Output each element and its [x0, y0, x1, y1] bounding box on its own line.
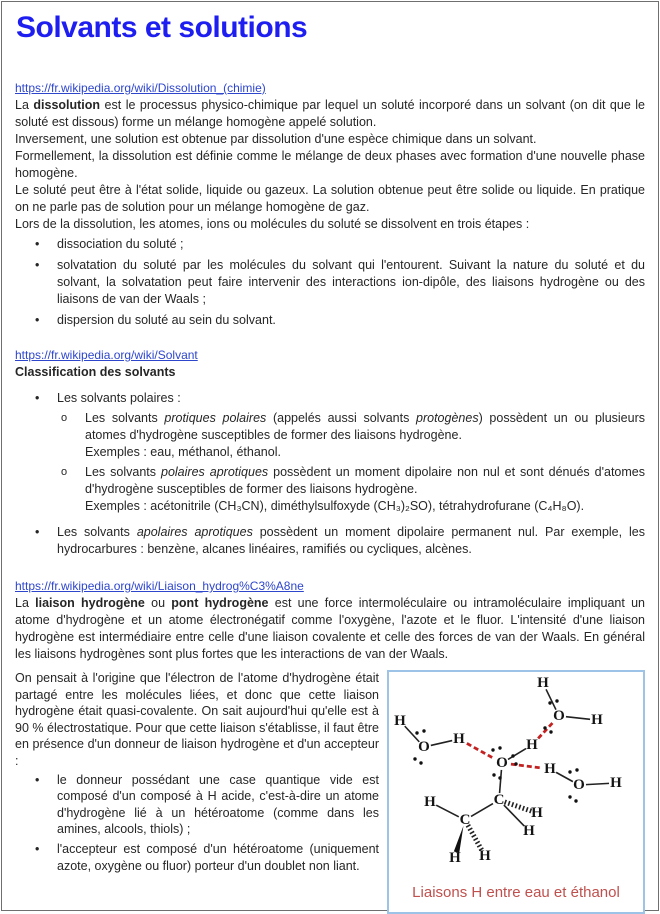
covalent-bond	[431, 741, 452, 746]
donneur-accepteur-list	[15, 772, 379, 875]
atom-label-h: H	[449, 850, 461, 866]
lone-pair-dot	[568, 770, 571, 773]
atom-label-h: H	[394, 713, 406, 729]
hydrogen-bond-dash	[467, 743, 494, 758]
lone-pair-dot	[498, 776, 501, 779]
atom-label-h: H	[479, 848, 491, 864]
text-run: La	[15, 596, 36, 610]
lone-pair-dot	[548, 701, 551, 704]
atom-label-h: H	[453, 731, 465, 747]
italic-protogenes: protogènes	[416, 411, 479, 425]
list-item-text: dispersion du soluté au sein du solvant.	[57, 313, 276, 327]
covalent-bond	[471, 804, 493, 817]
atom-label-c: C	[493, 792, 505, 808]
page-title: Solvants et solutions	[16, 11, 308, 44]
figure-caption: Liaisons H entre eau et éthanol	[412, 884, 620, 901]
hydrogen-bond-figure	[387, 670, 645, 914]
text-run: ou	[144, 596, 172, 610]
solvent-types-list	[15, 390, 645, 558]
list-item-text: dissociation du soluté ;	[57, 237, 184, 251]
link-liaison-hydrogene[interactable]: https://fr.wikipedia.org/wiki/Liaison_hydrog%C3%A8ne	[15, 579, 304, 593]
covalent-bond	[436, 805, 459, 817]
atom-label-h: H	[544, 761, 556, 777]
italic-polaires-aprotiques: polaires aprotiques	[161, 465, 269, 479]
lone-pair-dot	[514, 762, 517, 765]
list-item-text: solvatation du soluté par les molécules du solvant qui l'entourent. Suivant la nature du soluté et du solvant, la solvatation peut faire intervenir des interactions ion-dipôle, des liaisons hydrogène ou des liaisons de van der Waals ;	[57, 258, 645, 306]
covalent-bond	[500, 770, 502, 793]
lone-pair-dot	[543, 726, 546, 729]
sub-item-text	[85, 464, 645, 498]
paragraph-trois-etapes: Lors de la dissolution, les atomes, ions ou molécules du soluté se dissolvent en trois étapes :	[15, 217, 530, 231]
text-run: est une force intermoléculaire ou intramoléculaire impliquant un atome d'hydrogène et un atome électronégatif comme l'oxygène, l'azote et le fluor. L'intensité d'une liaison hydrogène est intermédiaire entre celle d'une liaison covalente et celle des forces de van der Waals. En général les liaisons hydrogènes sont plus fortes que les interactions de van der Waals.	[15, 596, 645, 661]
classification-heading: Classification des solvants	[15, 365, 176, 379]
text-run: possèdent un moment dipolaire permanent nul. Par exemple, les hydrocarbures : benzène, alcanes linéaires, ramifiés ou cycliques, alcènes.	[57, 525, 645, 556]
atom-label-o: O	[573, 777, 585, 793]
molecule-diagram-svg	[389, 672, 643, 878]
wedge-bond	[454, 826, 464, 853]
list-item-accepteur	[15, 841, 379, 874]
text-run: Les solvants	[57, 525, 137, 539]
list-item-polaires	[15, 390, 645, 515]
atom-label-o: O	[553, 708, 565, 724]
list-item-text: le donneur possédant une case quantique vide est composé d'un composé à H acide, c'est-à-dire un atome d'hydrogène lié à un hétéroatome (comme dans les amines, alcools, thiols) ;	[57, 772, 379, 837]
section-liaison-hydrogene	[15, 578, 645, 914]
dissolution-steps-list	[15, 236, 645, 329]
document-page	[1, 1, 659, 911]
lone-pair-dot	[511, 754, 514, 757]
lone-pair-dot	[415, 731, 418, 734]
covalent-bond	[546, 689, 556, 709]
covalent-bond	[504, 805, 524, 826]
atom-label-c: C	[459, 812, 471, 828]
lone-pair-dot	[575, 768, 578, 771]
atom-label-h: H	[591, 712, 603, 728]
bold-pont-hydrogene: pont hydrogène	[171, 596, 269, 610]
lone-pair-dot	[555, 699, 558, 702]
paragraph-inversement: Inversement, une solution est obtenue par dissolution d'une espèce chimique dans un solvant.	[15, 132, 537, 146]
two-column-block	[15, 670, 645, 914]
list-item-donneur	[15, 772, 379, 838]
lone-pair-dot	[498, 746, 501, 749]
list-item-protiques	[57, 410, 645, 461]
text-run: possèdent un moment dipolaire non nul et sont dénués d'atomes d'hydrogène susceptibles de former des liaisons hydrogène.	[85, 465, 645, 496]
paragraph-etats: Le soluté peut être à l'état solide, liquide ou gazeux. La solution obtenue peut être solide ou liquide. En pratique on ne parle pas de solution pour un mélange homogène de gaz.	[15, 183, 645, 214]
lone-pair-dot	[491, 748, 494, 751]
paragraph-liaison-def	[15, 595, 645, 663]
text-run: Les solvants	[85, 411, 165, 425]
lone-pair-dot	[419, 761, 422, 764]
section-dissolution	[15, 80, 645, 329]
atom-label-h: H	[537, 675, 549, 691]
atom-label-h: H	[531, 805, 543, 821]
text-run: La	[15, 98, 34, 112]
list-item-apolaires	[15, 524, 645, 558]
list-item-text: l'accepteur est composé d'un hétéroatome (uniquement azote, oxygène ou fluor) porteur d'un doublet non liant.	[57, 841, 379, 873]
atom-label-o: O	[418, 739, 430, 755]
bold-liaison-hydrogene: liaison hydrogène	[35, 596, 145, 610]
covalent-bond	[556, 772, 573, 781]
text-run: Les solvants	[85, 465, 161, 479]
section-classification	[15, 347, 645, 558]
atom-label-h: H	[610, 775, 622, 791]
bold-dissolution: dissolution	[33, 98, 101, 112]
text-run: ) possèdent un ou plusieurs atomes d'hydrogène susceptibles de former des liaisons hydrogène.	[85, 411, 645, 442]
atom-label-h: H	[523, 823, 535, 839]
lone-pair-dot	[568, 795, 571, 798]
list-item	[15, 312, 645, 329]
list-item	[15, 236, 645, 253]
lone-pair-dot	[492, 773, 495, 776]
left-text-column	[15, 670, 379, 914]
examples-line: Exemples : acétonitrile (CH₃CN), diméthylsulfoxyde (CH₃)₂SO), tétrahydrofurane (C₄H₈O).	[85, 499, 585, 513]
covalent-bond	[566, 717, 590, 720]
text-run: (appelés aussi solvants	[266, 411, 417, 425]
atom-label-h: H	[526, 737, 538, 753]
paragraph-dissolution-def	[15, 97, 645, 131]
lone-pair-dot	[574, 799, 577, 802]
list-item-aprotiques	[57, 464, 645, 515]
sub-item-text	[85, 410, 645, 444]
lone-pair-dot	[413, 757, 416, 760]
lone-pair-dot	[422, 729, 425, 732]
paragraph-electron: On pensait à l'origine que l'électron de l'atome d'hydrogène était partagé entre les molécules liées, et donc que cette liaison hydrogène était quasi-covalente. On sait aujourd'hui qu'elle est à 90 % électrostatique. Pour que cette liaison s'établisse, il faut être en présence d'un donneur de liaison hydrogène et d'un accepteur :	[15, 671, 379, 768]
polar-solvents-sublist	[57, 410, 645, 515]
link-solvant[interactable]: https://fr.wikipedia.org/wiki/Solvant	[15, 348, 198, 362]
text-run: est le processus physico-chimique par lequel un soluté incorporé dans un solvant (on dit que le soluté est dissous) forme un mélange homogène appelé solution.	[15, 98, 645, 129]
list-item	[15, 257, 645, 308]
italic-protiques-polaires: protiques polaires	[164, 411, 267, 425]
covalent-bond	[508, 749, 526, 760]
paragraph-formellement: Formellement, la dissolution est définie comme le mélange de deux phases avec formation d'une nouvelle phase homogène.	[15, 149, 645, 180]
lone-pair-dot	[549, 730, 552, 733]
list-item-text: Les solvants polaires :	[57, 391, 181, 405]
link-dissolution[interactable]: https://fr.wikipedia.org/wiki/Dissolution_(chimie)	[15, 81, 266, 95]
hash-wedge-bond	[468, 825, 482, 851]
atom-label-o: O	[496, 755, 508, 771]
covalent-bond	[586, 783, 609, 784]
italic-apolaires-aprotiques: apolaires aprotiques	[136, 525, 253, 539]
examples-line: Exemples : eau, méthanol, éthanol.	[85, 445, 281, 459]
atom-label-h: H	[424, 794, 436, 810]
